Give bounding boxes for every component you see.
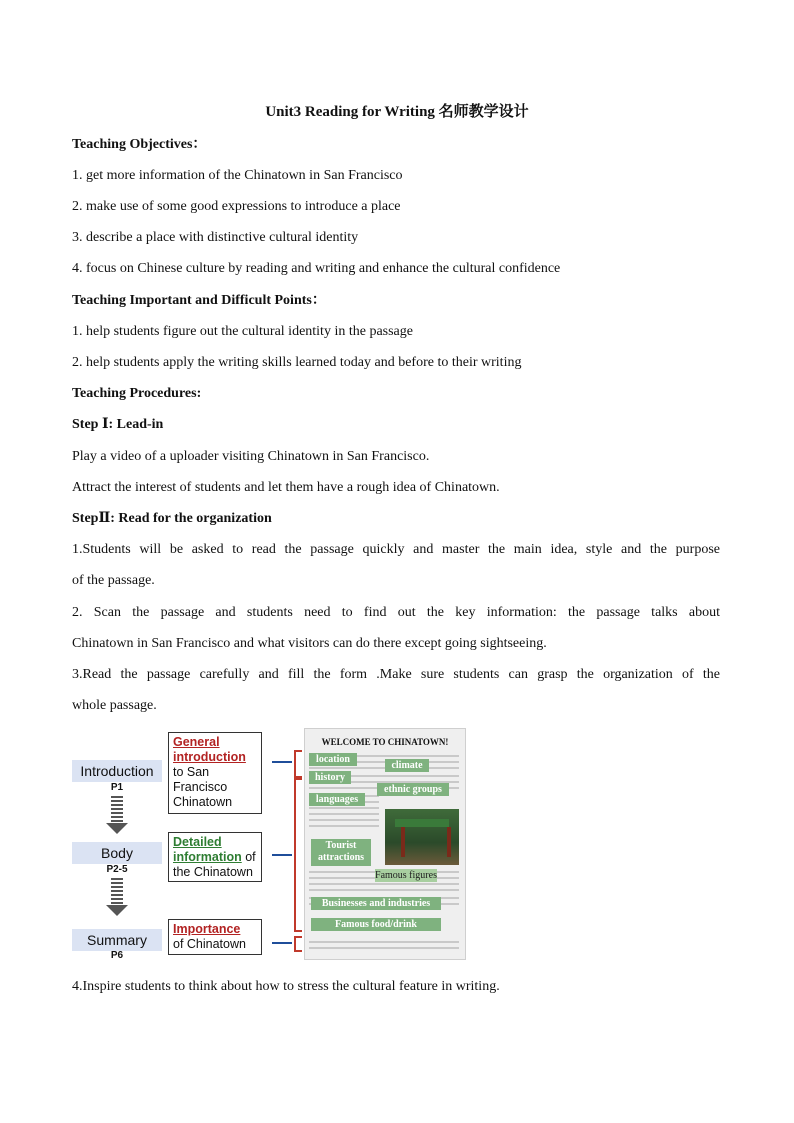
chinatown-passage-image xyxy=(304,728,466,960)
point-1: 1. help students figure out the cultural identity in the passage xyxy=(72,324,413,339)
box3-colored: Importance xyxy=(173,922,241,936)
section-body-para: P2-5 xyxy=(106,864,128,875)
tag-history: history xyxy=(309,771,351,784)
tag-famous-figures: Famous figures xyxy=(375,870,437,881)
section-summary-para: P6 xyxy=(110,950,124,961)
box3-rest: of Chinatown xyxy=(173,937,246,951)
tag-ethnic-groups: ethnic groups xyxy=(377,783,449,796)
left-arrow-icon xyxy=(272,942,292,944)
step1-line-1: Play a video of a uploader visiting Chinatown in San Francisco. xyxy=(72,449,430,464)
tag-climate: climate xyxy=(385,759,429,772)
down-arrow-icon xyxy=(111,878,123,906)
bracket-body xyxy=(294,778,302,932)
step2-heading: StepⅡ: Read for the organization xyxy=(72,511,272,526)
section-introduction: Introduction xyxy=(72,760,162,782)
bracket-intro xyxy=(294,750,302,778)
step2-p1-line-1: 1.Students will be asked to read the passage quickly and master the main idea, style and the purpose xyxy=(72,542,720,557)
step2-p3-line-1: 3.Read the passage carefully and fill the form .Make sure students can grasp the organization of the xyxy=(72,667,720,682)
objective-4: 4. focus on Chinese culture by reading and writing and enhance the cultural confidence xyxy=(72,261,561,276)
section-summary: Summary xyxy=(72,929,162,951)
section-introduction-para: P1 xyxy=(110,782,124,793)
section-body: Body xyxy=(72,842,162,864)
step2-p4: 4.Inspire students to think about how to stress the cultural feature in writing. xyxy=(72,979,500,994)
box-general-introduction xyxy=(168,732,262,814)
objective-1: 1. get more information of the Chinatown in San Francisco xyxy=(72,168,403,183)
objective-3: 3. describe a place with distinctive cultural identity xyxy=(72,230,359,245)
objective-2: 2. make use of some good expressions to introduce a place xyxy=(72,199,401,214)
box2-rest-b: the Chinatown xyxy=(173,865,253,879)
step2-p2-line-2: Chinatown in San Francisco and what visitors can do there except going sightseeing. xyxy=(72,636,547,651)
box1-rest: to San Francisco Chinatown xyxy=(173,765,233,809)
page-title: Unit3 Reading for Writing 名师教学设计 xyxy=(265,104,529,120)
step2-p2-line-1: 2. Scan the passage and students need to find out the key information: the passage talks about xyxy=(72,605,720,620)
step1-heading: Step Ⅰ: Lead-in xyxy=(72,417,164,432)
step1-line-2: Attract the interest of students and let them have a rough idea of Chinatown. xyxy=(72,480,500,495)
tag-businesses: Businesses and industries xyxy=(311,897,441,910)
box1-colored: General introduction xyxy=(173,735,246,764)
points-heading: Teaching Important and Difficult Points： xyxy=(72,293,326,308)
box2-rest-a: of xyxy=(245,850,256,864)
tag-tourist-attractions: Tourist attractions xyxy=(311,839,371,866)
tag-food-drink: Famous food/drink xyxy=(311,918,441,931)
step2-p1-line-2: of the passage. xyxy=(72,573,155,588)
organization-diagram xyxy=(72,728,472,963)
tag-location: location xyxy=(309,753,357,766)
bracket-summary xyxy=(294,936,302,952)
step2-p3-line-2: whole passage. xyxy=(72,698,157,713)
procedures-heading: Teaching Procedures: xyxy=(72,386,202,401)
point-2: 2. help students apply the writing skills learned today and before to their writing xyxy=(72,355,522,370)
box-detailed-information xyxy=(168,832,262,882)
objectives-heading: Teaching Objectives： xyxy=(72,137,207,152)
box2-colored: Detailed information xyxy=(173,835,242,864)
left-arrow-icon xyxy=(272,761,292,763)
left-arrow-icon xyxy=(272,854,292,856)
down-arrow-icon xyxy=(111,796,123,824)
box-importance xyxy=(168,919,262,955)
poster-title: WELCOME TO CHINATOWN! xyxy=(321,737,449,747)
tag-languages: languages xyxy=(309,793,365,806)
